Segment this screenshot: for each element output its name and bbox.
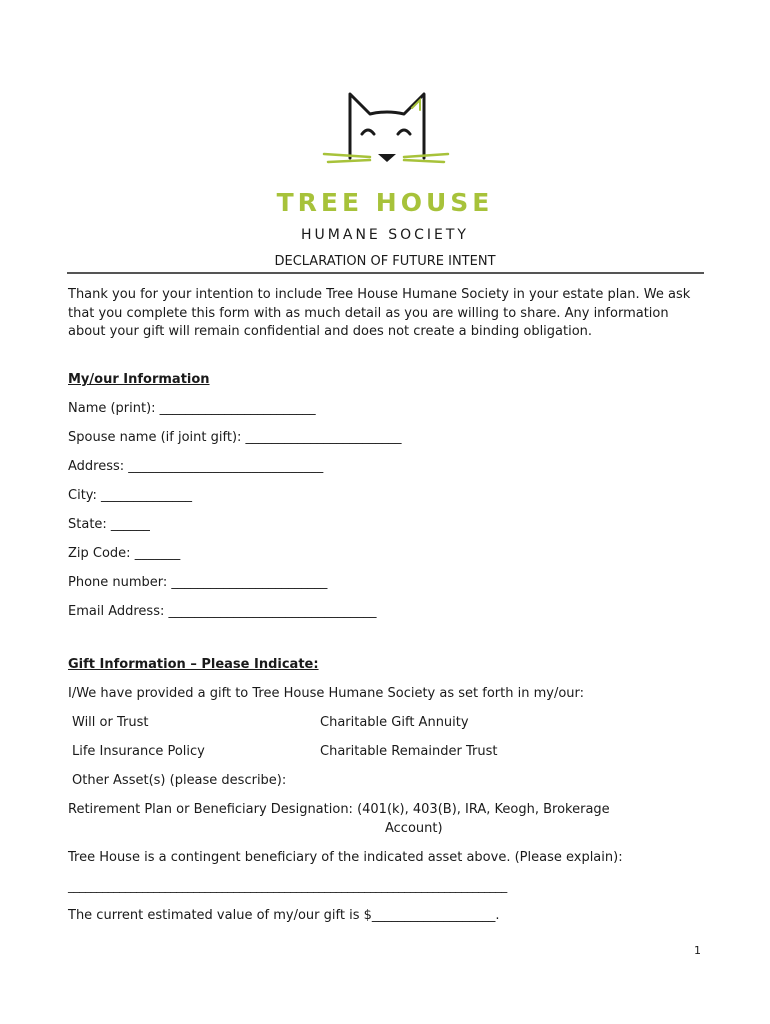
option-charitable-remainder-trust[interactable]: Charitable Remainder Trust [320,744,498,759]
intro-paragraph: Thank you for your intention to include Tree House Humane Society in your estate plan. We ask that you complete this form with as much detail as you are willing to share. Any information about your gift will remain confidential and does not create a binding obligation. [68,287,691,339]
page-number: 1 [694,944,701,957]
address-field[interactable]: Address: ______________________________ [68,459,324,474]
option-will-or-trust[interactable]: Will or Trust [72,715,149,730]
brand-name: TREE HOUSE [276,188,494,217]
brand-subtitle: HUMANE SOCIETY [301,227,469,243]
explain-field[interactable]: _____________________________________________________________________________ [68,879,507,893]
title-divider [67,272,704,274]
contingent-statement: Tree House is a contingent beneficiary of the indicated asset above. (Please explain): [68,850,623,865]
cat-face-icon [322,90,452,170]
gift-statement: I/We have provided a gift to Tree House Humane Society as set forth in my/our: [68,686,585,701]
name-field[interactable]: Name (print): ________________________ [68,401,316,416]
gift-info-heading: Gift Information – Please Indicate: [68,657,319,672]
estimated-value-field[interactable]: The current estimated value of my/our gift is $___________________. [68,908,500,923]
option-retirement-plan[interactable]: Retirement Plan or Beneficiary Designation: (401(k), 403(B), IRA, Keogh, Brokerage [68,802,610,817]
option-life-insurance[interactable]: Life Insurance Policy [72,744,205,759]
document-title: DECLARATION OF FUTURE INTENT [274,254,496,269]
option-charitable-gift-annuity[interactable]: Charitable Gift Annuity [320,715,469,730]
phone-field[interactable]: Phone number: ________________________ [68,575,328,590]
zip-code-field[interactable]: Zip Code: _______ [68,546,181,561]
option-other-assets[interactable]: Other Asset(s) (please describe): [72,773,287,788]
my-info-heading: My/our Information [68,372,210,387]
spouse-name-field[interactable]: Spouse name (if joint gift): ________________________ [68,430,402,445]
email-field[interactable]: Email Address: ________________________________ [68,604,377,619]
state-field[interactable]: State: ______ [68,517,150,532]
option-retirement-plan-cont: Account) [385,821,443,836]
city-field[interactable]: City: ______________ [68,488,193,503]
